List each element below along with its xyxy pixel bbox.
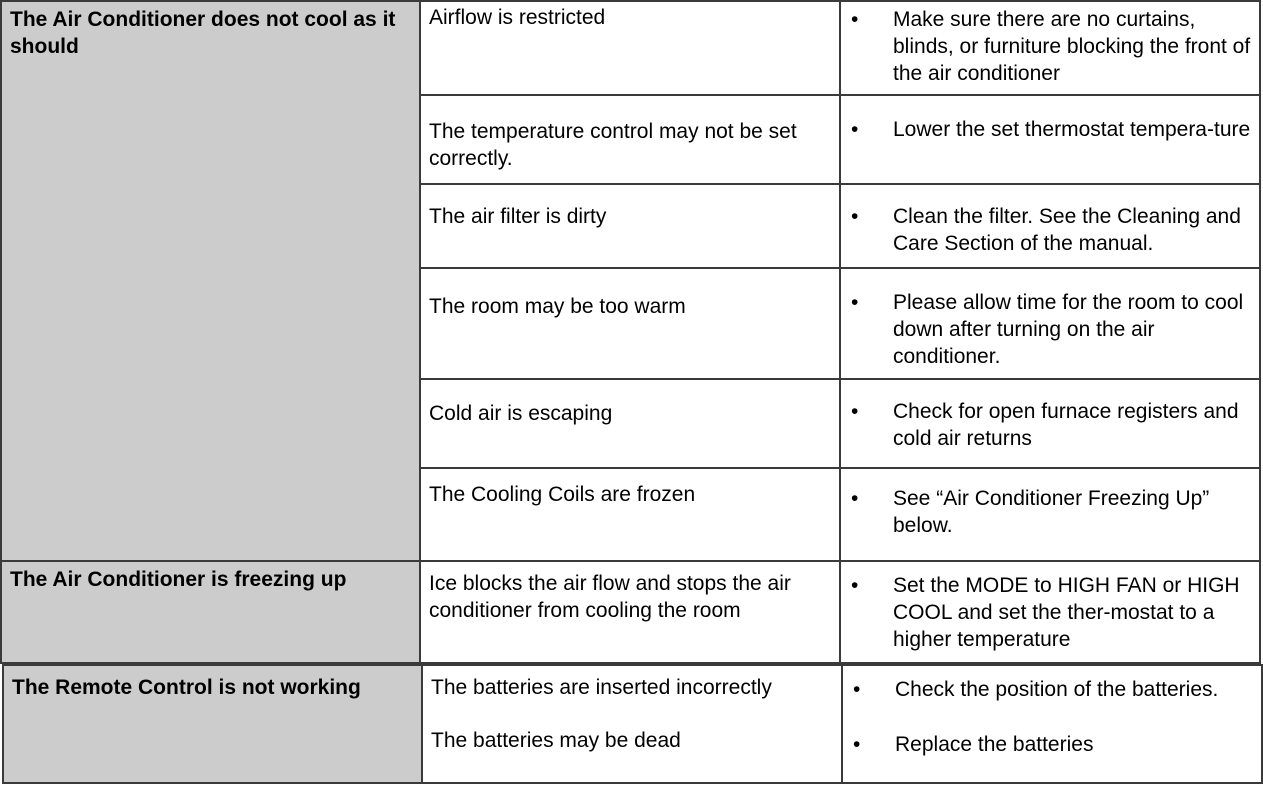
- problem-label: The Air Conditioner is freezing up: [10, 568, 347, 591]
- solution-cell: [839, 183, 1261, 269]
- cause-cell: [419, 378, 841, 469]
- cause-text: The batteries may be dead: [431, 729, 681, 752]
- solution-cell: [839, 467, 1261, 562]
- bullet-icon: •: [851, 574, 859, 597]
- cause-text: The Cooling Coils are frozen: [429, 483, 696, 506]
- solution-cell: [839, 0, 1261, 96]
- cause-text: The room may be too warm: [429, 295, 686, 318]
- cause-cell: [419, 560, 841, 664]
- solution-cell: [839, 560, 1261, 664]
- bullet-icon: •: [853, 733, 861, 756]
- problem-label: The Remote Control is not working: [12, 676, 361, 699]
- bullet-icon: •: [851, 205, 859, 228]
- cause-text: The temperature control may not be set correctly.: [429, 120, 797, 170]
- solution-text: Set the MODE to HIGH FAN or HIGH COOL and set the ther-mostat to a higher temperature: [893, 574, 1240, 651]
- bullet-icon: •: [853, 678, 861, 701]
- solution-text: Check the position of the batteries.: [895, 678, 1219, 701]
- cause-cell: [421, 664, 843, 784]
- solution-cell: [841, 664, 1263, 784]
- solution-text: Please allow time for the room to cool down after turning on the air conditioner.: [893, 291, 1244, 368]
- solution-cell: [839, 94, 1261, 185]
- problem-cell-not-cooling: [0, 0, 421, 562]
- bullet-icon: •: [851, 8, 859, 31]
- cause-cell: [419, 467, 841, 562]
- cause-text: Airflow is restricted: [429, 6, 606, 29]
- solution-text: Clean the filter. See the Cleaning and Care Section of the manual.: [893, 205, 1241, 255]
- cause-text: The air filter is dirty: [429, 205, 607, 228]
- cause-text: Cold air is escaping: [429, 402, 613, 425]
- cause-cell: [419, 267, 841, 380]
- bullet-icon: •: [851, 118, 859, 141]
- solution-text: See “Air Conditioner Freezing Up” below.: [893, 487, 1210, 537]
- solution-text: Check for open furnace registers and cold air returns: [893, 400, 1239, 450]
- bullet-icon: •: [851, 291, 859, 314]
- bullet-icon: •: [851, 400, 859, 423]
- problem-cell-freezing-up: [0, 560, 421, 664]
- cause-text: Ice blocks the air flow and stops the air conditioner from cooling the room: [429, 572, 791, 622]
- problem-cell-remote-not-working: [2, 664, 423, 784]
- solution-cell: [839, 378, 1261, 469]
- bullet-icon: •: [851, 487, 859, 510]
- problem-label: The Air Conditioner does not cool as it should: [10, 8, 396, 58]
- cause-cell: [419, 183, 841, 269]
- cause-cell: [419, 94, 841, 185]
- solution-cell: [839, 267, 1261, 380]
- cause-text: The batteries are inserted incorrectly: [431, 676, 772, 699]
- cause-cell: [419, 0, 841, 96]
- solution-text: Make sure there are no curtains, blinds, or furniture blocking the front of the air conditioner: [893, 8, 1251, 85]
- solution-text: Replace the batteries: [895, 733, 1094, 756]
- solution-text: Lower the set thermostat tempera-ture: [893, 118, 1251, 141]
